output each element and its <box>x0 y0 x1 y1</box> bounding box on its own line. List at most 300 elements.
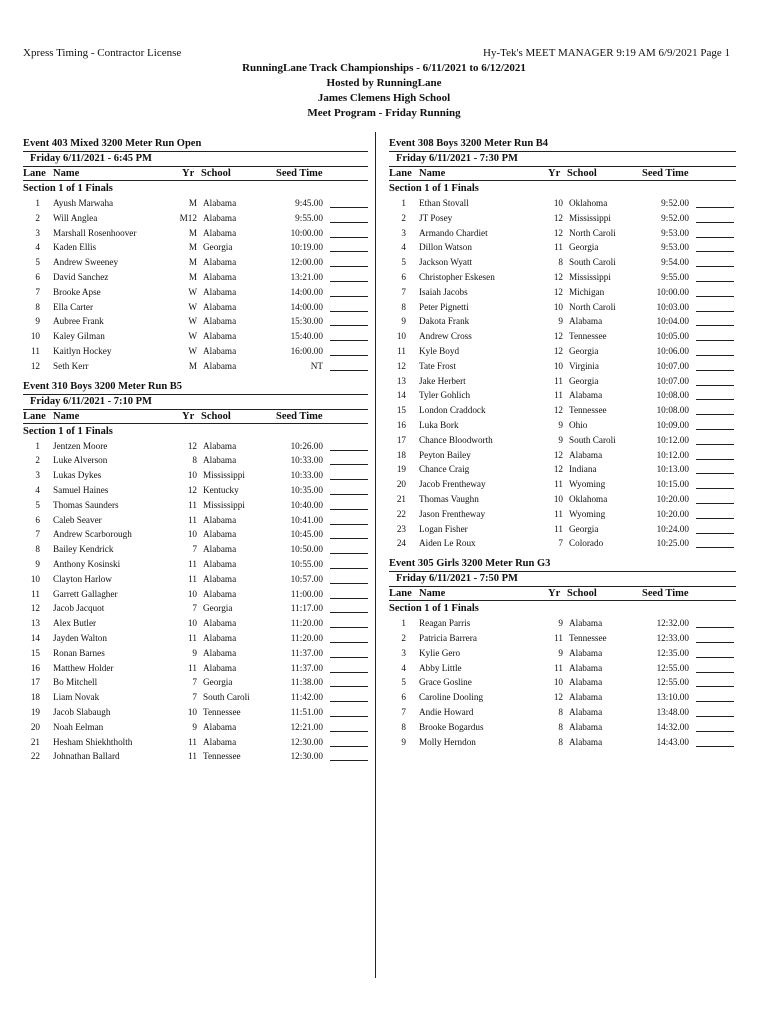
year-cell: 10 <box>553 493 563 504</box>
finals-time-blank <box>330 583 368 584</box>
table-row <box>389 418 736 433</box>
seed-time-cell: 12:00.00 <box>290 257 323 268</box>
event-block <box>23 137 368 374</box>
seed-time-cell: 10:25.00 <box>656 538 689 549</box>
column-header-lane: Lane <box>389 168 412 179</box>
year-cell: 11 <box>188 558 197 569</box>
school-cell: North Caroli <box>569 227 616 238</box>
lane-cell: 17 <box>30 677 40 688</box>
finals-time-blank <box>696 459 734 460</box>
finals-time-blank <box>330 494 368 495</box>
school-cell: Alabama <box>203 514 237 525</box>
finals-time-blank <box>330 464 368 465</box>
seed-time-cell: 10:19.00 <box>290 242 323 253</box>
year-cell: 7 <box>192 603 197 614</box>
lane-cell: 19 <box>396 464 406 475</box>
school-cell: Alabama <box>203 198 237 208</box>
school-cell: Georgia <box>569 375 599 386</box>
finals-time-blank <box>696 473 734 474</box>
seed-time-cell: 10:26.00 <box>290 440 323 451</box>
lane-cell: 10 <box>396 331 406 342</box>
table-row <box>23 196 368 211</box>
school-cell: Alabama <box>569 736 603 747</box>
finals-time-blank <box>696 444 734 445</box>
name-cell: Liam Novak <box>53 692 100 703</box>
table-row <box>389 492 736 507</box>
lane-cell: 3 <box>401 647 406 658</box>
year-cell: W <box>188 331 197 342</box>
finals-time-blank <box>330 642 368 643</box>
lane-cell: 5 <box>35 257 40 268</box>
finals-time-blank <box>330 524 368 525</box>
lane-cell: 6 <box>401 271 406 282</box>
school-cell: Alabama <box>569 677 603 688</box>
event-title: Event 308 Boys 3200 Meter Run B4 <box>389 138 549 149</box>
seed-time-cell: 11:20.00 <box>290 632 323 643</box>
lane-cell: 19 <box>30 706 40 717</box>
lane-cell: 4 <box>35 484 40 495</box>
seed-time-cell: 10:33.00 <box>290 470 323 481</box>
year-cell: 9 <box>558 419 563 430</box>
lane-cell: 5 <box>35 499 40 510</box>
year-cell: 10 <box>553 677 563 688</box>
school-cell: Mississippi <box>569 212 611 223</box>
lane-cell: 24 <box>396 538 406 549</box>
lane-cell: 21 <box>396 493 406 504</box>
table-row <box>23 675 368 690</box>
column-header-school: School <box>201 168 231 179</box>
seed-time-cell: 11:37.00 <box>290 647 323 658</box>
school-cell: Wyoming <box>569 508 606 519</box>
column-header-yr: Yr <box>548 168 561 179</box>
seed-time-cell: 11:20.00 <box>290 618 323 629</box>
finals-time-blank <box>330 251 368 252</box>
year-cell: M <box>188 360 197 371</box>
finals-time-blank <box>696 533 734 534</box>
table-row <box>23 527 368 542</box>
seed-time-cell: 13:21.00 <box>290 271 323 282</box>
name-cell: Dakota Frank <box>419 316 470 327</box>
table-row <box>389 646 736 661</box>
school-cell: Alabama <box>203 212 237 223</box>
table-row <box>23 513 368 528</box>
school-cell: Alabama <box>203 345 237 356</box>
name-cell: Clayton Harlow <box>53 573 112 584</box>
table-row <box>389 255 736 270</box>
name-cell: Bo Mitchell <box>53 677 98 688</box>
lane-cell: 1 <box>35 440 40 451</box>
year-cell: 10 <box>187 470 197 481</box>
year-cell: 9 <box>558 618 563 629</box>
finals-time-blank <box>330 509 368 510</box>
school-cell: Alabama <box>569 647 603 658</box>
school-cell: Alabama <box>203 588 237 599</box>
year-cell: 12 <box>187 484 197 495</box>
year-cell: 9 <box>558 434 563 445</box>
name-cell: Abby Little <box>419 662 462 673</box>
lane-cell: 15 <box>396 405 406 416</box>
school-cell: Alabama <box>203 316 237 327</box>
table-row <box>389 690 736 705</box>
table-row <box>389 720 736 735</box>
year-cell: 8 <box>558 257 563 268</box>
table-row <box>389 616 736 631</box>
finals-time-blank <box>696 414 734 415</box>
finals-time-blank <box>330 612 368 613</box>
table-row <box>23 749 368 764</box>
finals-time-blank <box>330 479 368 480</box>
school-cell: Alabama <box>203 721 237 732</box>
table-row <box>23 300 368 315</box>
finals-time-blank <box>330 450 368 451</box>
lane-cell: 2 <box>35 455 40 466</box>
seed-time-cell: 10:41.00 <box>290 514 323 525</box>
year-cell: 11 <box>554 523 563 534</box>
name-cell: Armando Chardiet <box>419 227 488 238</box>
finals-time-blank <box>696 701 734 702</box>
section-label: Section 1 of 1 Finals <box>23 180 368 196</box>
finals-time-blank <box>696 627 734 628</box>
year-cell: 11 <box>188 662 197 673</box>
seed-time-cell: 9:52.00 <box>661 212 689 223</box>
name-cell: Kaden Ellis <box>53 242 97 253</box>
table-row <box>389 211 736 226</box>
seed-time-cell: 12:55.00 <box>656 662 689 673</box>
name-cell: Caleb Seaver <box>53 514 102 525</box>
name-cell: Brooke Apse <box>53 286 101 297</box>
column-header-name: Name <box>419 588 446 600</box>
column-header-lane: Lane <box>23 410 46 422</box>
meet-manager-info: Hy-Tek's MEET MANAGER 9:19 AM 6/9/2021 Page 1 <box>483 47 730 59</box>
year-cell: 11 <box>188 736 197 747</box>
name-cell: Peter Pignetti <box>419 301 469 312</box>
year-cell: M <box>188 227 197 238</box>
lane-cell: 22 <box>396 508 406 519</box>
lane-cell: 11 <box>31 588 40 599</box>
year-cell: 11 <box>554 508 563 519</box>
name-cell: Brooke Bogardus <box>419 721 484 732</box>
table-row <box>23 735 368 750</box>
name-cell: Thomas Saunders <box>53 499 119 510</box>
lane-cell: 14 <box>396 390 406 401</box>
name-cell: Isaiah Jacobs <box>419 286 468 297</box>
lane-cell: 12 <box>396 360 406 371</box>
lane-cell: 8 <box>401 301 406 312</box>
seed-time-cell: 10:40.00 <box>290 499 323 510</box>
seed-time-cell: 12:33.00 <box>656 632 689 643</box>
column-header <box>389 167 736 180</box>
seed-time-cell: 12:21.00 <box>290 721 323 732</box>
table-row <box>23 690 368 705</box>
school-cell: Alabama <box>203 286 237 297</box>
finals-time-blank <box>330 568 368 569</box>
name-cell: Jentzen Moore <box>53 440 108 451</box>
name-cell: Johnathan Ballard <box>53 751 120 762</box>
lane-cell: 1 <box>35 198 40 208</box>
table-row <box>389 477 736 492</box>
name-cell: Jacob Jacquot <box>53 603 105 614</box>
seed-time-cell: 12:35.00 <box>656 647 689 658</box>
lane-cell: 21 <box>30 736 40 747</box>
finals-time-blank <box>330 281 368 282</box>
seed-time-cell: 12:32.00 <box>656 618 689 629</box>
seed-time-cell: 10:55.00 <box>290 558 323 569</box>
school-cell: South Caroli <box>203 692 250 703</box>
table-row <box>23 720 368 735</box>
seed-time-cell: 10:04.00 <box>656 316 689 327</box>
year-cell: 12 <box>553 212 563 223</box>
school-cell: Mississippi <box>203 499 245 510</box>
year-cell: 7 <box>192 677 197 688</box>
seed-time-cell: 10:00.00 <box>290 227 323 238</box>
seed-time-cell: 11:42.00 <box>290 692 323 703</box>
table-row <box>389 735 736 750</box>
finals-time-blank <box>696 355 734 356</box>
year-cell: M <box>188 271 197 282</box>
year-cell: 9 <box>558 647 563 658</box>
column-header-seed: Seed Time <box>642 168 689 179</box>
finals-time-blank <box>330 686 368 687</box>
table-row <box>389 300 736 315</box>
seed-time-cell: 10:07.00 <box>656 375 689 386</box>
finals-time-blank <box>696 311 734 312</box>
seed-time-cell: 10:13.00 <box>656 464 689 475</box>
year-cell: 10 <box>187 618 197 629</box>
seed-time-cell: 15:30.00 <box>290 316 323 327</box>
lane-cell: 9 <box>401 736 406 747</box>
table-row <box>389 314 736 329</box>
finals-time-blank <box>330 627 368 628</box>
seed-time-cell: 16:00.00 <box>290 345 323 356</box>
school-cell: Oklahoma <box>569 198 608 208</box>
year-cell: 12 <box>553 227 563 238</box>
lane-cell: 4 <box>401 242 406 253</box>
finals-time-blank <box>330 746 368 747</box>
school-cell: Tennessee <box>569 405 607 416</box>
meet-host: Hosted by RunningLane <box>326 77 442 89</box>
name-cell: Kaitlyn Hockey <box>53 345 112 356</box>
table-row <box>389 388 736 403</box>
name-cell: Ethan Stovall <box>419 198 469 208</box>
seed-time-cell: 14:00.00 <box>290 301 323 312</box>
name-cell: Jackson Wyatt <box>419 257 473 268</box>
school-cell: Georgia <box>569 523 599 534</box>
seed-time-cell: 10:06.00 <box>656 345 689 356</box>
event-date: Friday 6/11/2021 - 7:30 PM <box>396 153 518 164</box>
table-row <box>23 329 368 344</box>
finals-time-blank <box>696 325 734 326</box>
school-cell: Wyoming <box>569 479 606 490</box>
column-header-seed: Seed Time <box>642 588 689 600</box>
school-cell: Alabama <box>569 390 603 401</box>
seed-time-cell: 10:24.00 <box>656 523 689 534</box>
table-row <box>389 270 736 285</box>
seed-time-cell: 13:10.00 <box>656 692 689 703</box>
lane-cell: 3 <box>401 227 406 238</box>
name-cell: Logan Fisher <box>419 523 468 534</box>
lane-cell: 22 <box>30 751 40 762</box>
year-cell: 11 <box>188 632 197 643</box>
seed-time-cell: 10:50.00 <box>290 544 323 555</box>
lane-cell: 4 <box>401 662 406 673</box>
table-row <box>389 462 736 477</box>
seed-time-cell: 11:00.00 <box>290 588 323 599</box>
lane-cell: 8 <box>401 721 406 732</box>
name-cell: Ayush Marwaha <box>53 198 114 208</box>
finals-time-blank <box>330 701 368 702</box>
school-cell: Georgia <box>569 242 599 253</box>
table-row <box>23 572 368 587</box>
finals-time-blank <box>696 370 734 371</box>
table-row <box>23 542 368 557</box>
finals-time-blank <box>696 488 734 489</box>
school-cell: Alabama <box>203 257 237 268</box>
column-header-lane: Lane <box>389 588 412 600</box>
table-row <box>23 557 368 572</box>
table-row <box>389 675 736 690</box>
table-row <box>23 359 368 374</box>
table-row <box>389 226 736 241</box>
name-cell: Luke Alverson <box>53 455 108 466</box>
seed-time-cell: 10:33.00 <box>290 455 323 466</box>
finals-time-blank <box>696 716 734 717</box>
table-row <box>23 226 368 241</box>
finals-time-blank <box>696 657 734 658</box>
name-cell: Alex Butler <box>53 618 97 629</box>
finals-time-blank <box>696 266 734 267</box>
seed-time-cell: 12:30.00 <box>290 751 323 762</box>
column-header-school: School <box>567 168 597 179</box>
name-cell: Aubree Frank <box>53 316 104 327</box>
table-row <box>23 587 368 602</box>
name-cell: Reagan Parris <box>419 618 471 629</box>
year-cell: 10 <box>187 706 197 717</box>
year-cell: M <box>188 242 197 253</box>
seed-time-cell: 14:32.00 <box>656 721 689 732</box>
lane-cell: 16 <box>396 419 406 430</box>
lane-cell: 23 <box>396 523 406 534</box>
column-header <box>389 587 736 600</box>
column-header-yr: Yr <box>548 588 561 600</box>
year-cell: 11 <box>188 573 197 584</box>
name-cell: Jayden Walton <box>53 632 107 643</box>
table-row <box>389 240 736 255</box>
lane-cell: 2 <box>401 632 406 643</box>
table-row <box>389 536 736 551</box>
seed-time-cell: 9:55.00 <box>661 271 689 282</box>
finals-time-blank <box>330 296 368 297</box>
name-cell: Lukas Dykes <box>53 470 102 481</box>
school-cell: Alabama <box>569 316 603 327</box>
year-cell: 12 <box>187 440 197 451</box>
lane-cell: 7 <box>401 706 406 717</box>
year-cell: 11 <box>554 479 563 490</box>
table-row <box>23 483 368 498</box>
year-cell: 11 <box>554 375 563 386</box>
lane-cell: 8 <box>35 544 40 555</box>
finals-time-blank <box>696 281 734 282</box>
meet-venue: James Clemens High School <box>317 92 451 104</box>
school-cell: Tennessee <box>203 706 241 717</box>
table-row <box>389 448 736 463</box>
year-cell: 9 <box>192 721 197 732</box>
school-cell: Ohio <box>569 419 588 430</box>
finals-time-blank <box>696 547 734 548</box>
finals-time-blank <box>696 672 734 673</box>
section-label: Section 1 of 1 Finals <box>389 600 736 616</box>
name-cell: Samuel Haines <box>53 484 109 495</box>
year-cell: 12 <box>553 331 563 342</box>
school-cell: North Caroli <box>569 301 616 312</box>
finals-time-blank <box>330 311 368 312</box>
seed-time-cell: 10:08.00 <box>656 405 689 416</box>
name-cell: Hesham Shiekhtholth <box>53 736 133 747</box>
finals-time-blank <box>330 760 368 761</box>
table-row <box>23 270 368 285</box>
finals-time-blank <box>696 385 734 386</box>
column-header-lane: Lane <box>23 168 46 179</box>
finals-time-blank <box>696 746 734 747</box>
seed-time-cell: 10:35.00 <box>290 484 323 495</box>
table-row <box>389 705 736 720</box>
table-row <box>23 453 368 468</box>
event-date: Friday 6/11/2021 - 7:50 PM <box>396 573 518 585</box>
lane-cell: 13 <box>396 375 406 386</box>
event-title: Event 310 Boys 3200 Meter Run B5 <box>23 380 183 392</box>
year-cell: 12 <box>553 405 563 416</box>
table-row <box>389 631 736 646</box>
lane-cell: 3 <box>35 227 40 238</box>
year-cell: 12 <box>553 692 563 703</box>
name-cell: Andrew Cross <box>419 331 472 342</box>
seed-time-cell: 11:38.00 <box>290 677 323 688</box>
table-row <box>23 211 368 226</box>
name-cell: Jacob Slabaugh <box>53 706 111 717</box>
school-cell: Alabama <box>203 544 237 555</box>
name-cell: Grace Gosline <box>419 677 472 688</box>
event-title: Event 403 Mixed 3200 Meter Run Open <box>23 138 202 149</box>
seed-time-cell: 12:30.00 <box>290 736 323 747</box>
year-cell: 8 <box>558 721 563 732</box>
seed-time-cell: 13:48.00 <box>656 706 689 717</box>
school-cell: Alabama <box>203 529 237 540</box>
lane-cell: 4 <box>35 242 40 253</box>
year-cell: 7 <box>192 692 197 703</box>
seed-time-cell: 11:17.00 <box>290 603 323 614</box>
name-cell: Matthew Holder <box>53 662 114 673</box>
table-row <box>389 344 736 359</box>
year-cell: 8 <box>558 706 563 717</box>
finals-time-blank <box>330 672 368 673</box>
name-cell: Jake Herbert <box>419 375 466 386</box>
year-cell: 10 <box>553 198 563 208</box>
school-cell: Alabama <box>203 736 237 747</box>
event-title: Event 305 Girls 3200 Meter Run G3 <box>389 558 551 570</box>
school-cell: Virginia <box>569 360 599 371</box>
name-cell: David Sanchez <box>53 271 109 282</box>
lane-cell: 10 <box>30 331 40 342</box>
name-cell: Caroline Dooling <box>419 692 484 703</box>
name-cell: Jacob Frentheway <box>419 479 486 490</box>
lane-cell: 15 <box>30 647 40 658</box>
finals-time-blank <box>330 370 368 371</box>
year-cell: 11 <box>554 242 563 253</box>
finals-time-blank <box>696 518 734 519</box>
lane-cell: 5 <box>401 677 406 688</box>
seed-time-cell: 15:40.00 <box>290 331 323 342</box>
name-cell: JT Posey <box>419 212 453 223</box>
school-cell: Alabama <box>569 662 603 673</box>
